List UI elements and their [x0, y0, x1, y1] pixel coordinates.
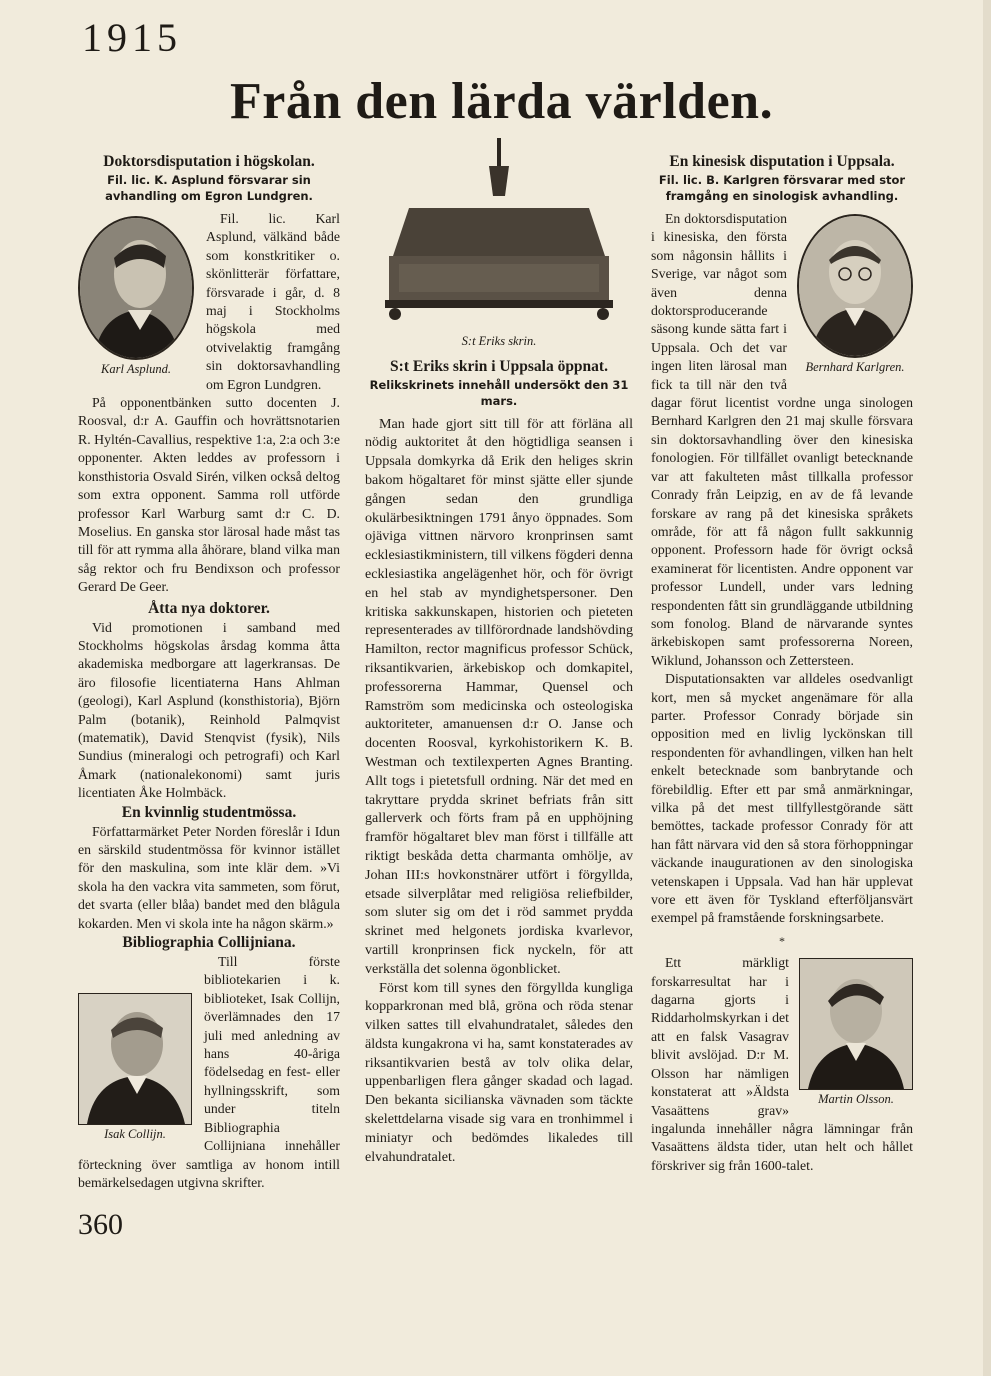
paragraph: En doktorsdisputation i kinesiska, den första som någonsin hållits i Sverige, var något som även denna doktorsproducerande säsong kunde sätta fart i Uppsala. Och det var ingen liten lärosal man fick ta till när den två dagar förut licentist vordne unga sinologen Bernhard Karlgren den 21 maj skulle försvara sin doktorsavhandling över den kinesiska fonologien. För tillfället ovanligt betecknande var att fakulteten måst tillkalla professor Conrady från Leipzig, en av de få levande forskare av rang på det kinesiska språkets område, för att få någon fullt sakkunnig opponent. Professorn hade för övrigt också examinerat för licentisten. Andre opponent var professor Lundell, under vars ledning respondenten fått sin grundläggande utbildning som fonolog. Bland de närvarande syntes ärkebiskopen samt professorerna Noreen, Wiklund, Johansson och Zettersteen. — [651, 211, 913, 668]
subheading-asplund: Fil. lic. K. Asplund försvarar sin avhandling om Egron Lundgren. — [105, 173, 313, 203]
paragraph: Först kom till synes den förgyllda kungliga kopparkronan med blå, gröna och röda stenar vilken sattes till elvahundratalet, således den äldsta kungakrona vi ha, samt konstaterades av riksantikvarien bestå av tolv olika delar, uppenbarligen flera gånger skadad och lagad. Den bekanta sicilianska vävnaden som täckte skelettdelarna visade sig vara en tronhimmel i miniatyr och bedömdes likaledes till elvahundratalet. — [365, 979, 633, 1165]
shrine-photo — [379, 136, 619, 326]
paragraph: Ett märkligt forskarresultat har i dagarna gjorts i Riddarholmskyrkan i det att en falsk Vasagrav blivit avslöjad. D:r M. Olsson har nämligen konstaterat att »Äldsta Vasaättens grav» ingalunda innehåller några lämningar från Vasaättens äldsta tider, utan helt och hållet förskriver sig från 1600-talet. — [651, 955, 913, 1173]
shrine-figure — [379, 136, 619, 351]
photo-collijn — [79, 994, 191, 1124]
subheading-karlgren: Fil. lic. B. Karlgren försvarar med stor framgång en sinologisk avhandling. — [658, 173, 906, 203]
paragraph: Disputationsakten var alldeles osedvanligt kort, men så mycket angenämare för alla parter. Professor Conrady började sin opposition med en livlig lyckönskan till respondenten för avhandlingen, vilken han helt enkelt betecknade som banbrytande och förebildlig. Efter ett par små anmärkningar, vilka på det mest tillfyllestgörande sätt bemöttes, tackade professor Conrady för att han fått närvara vid den så stora förhoppningar väckande inaugurationen av den sinologiska vetenskapen i Uppsala. Vad han här upplevat vore ett även för Tyskland efterföljansvärt exempel på framstående forskningsarbete. — [651, 671, 913, 926]
heading-studentmossa: En kvinnlig studentmössa. — [121, 803, 297, 821]
caption-collijn: Isak Collijn. — [104, 1127, 166, 1142]
subheading-eriks-skrin: Relikskrinets innehåll undersökt den 31 mars. — [369, 377, 629, 408]
caption-asplund: Karl Asplund. — [101, 362, 171, 376]
paragraph: Till förste bibliotekarien i k. biblioteket, Isak Collijn, överlämnades den 17 juli med anledning av hans 40-åriga födelsedag en fest- eller hyllningsskrift, som under titeln Bibliographia Collijniana innehåller förteckning över samtliga av honom intill bemärkelsedagen utgivna skrifter. — [78, 954, 340, 1190]
paragraph: Vid promotionen i samband med Stockholms högskolas årsdag komma åtta akademiska medborgare att lagerkransas. De äro filosofie licentiaterna Hans Ahlman (geologi), Karl Asplund (konsthistoria), Björn Palm (botanik), Reinhold Palmqvist (matematik), David Stenqvist (fysik), Nils Sundius (mineralogi och petrografi) och Karl Åmark (nationalekonomi) samt juris licentiaten Åke Holmbäck. — [78, 619, 340, 801]
column-right — [651, 152, 913, 1175]
heading-doktorer: Åtta nya doktorer. — [148, 599, 270, 617]
section-divider: * — [779, 933, 785, 948]
photo-karlgren — [799, 216, 911, 356]
portrait-karlgren — [797, 214, 913, 376]
heading-eriks-skrin: S:t Eriks skrin i Uppsala öppnat. — [390, 357, 608, 375]
heading-karlgren: En kinesisk disputation i Uppsala. — [669, 153, 895, 170]
paragraph: På opponentbänken sutto docenten J. Roosval, d:r A. Gauffin och hovrättsnotarien R. Hyltén-Cavallius, respektive 1:a, 2:a och 3:e opponenter. Akten leddes av professorn i konsthistoria Osvald Sirén, vilken också deltog som extra opponent. Samma roll utförde professor Karl Warburg samt d:r C. D. Moselius. En ganska stor lärosal hade måst tas till för att rymma alla åhörare, bland vilka man såg rektor och fru Bendixson och professor Gerard De Geer. — [78, 395, 340, 595]
portrait-olsson — [799, 958, 913, 1108]
column-middle — [365, 136, 633, 1166]
caption-olsson: Martin Olsson. — [818, 1092, 894, 1107]
photo-asplund — [80, 218, 192, 358]
heading-asplund: Doktorsdisputation i högskolan. — [103, 153, 315, 170]
paragraph: Fil. lic. Karl Asplund, välkänd både som konstkritiker o. skönlitterär författare, försvarade i går, d. 8 maj i Stockholms högskola med otvivelaktig framgång sin doktorsavhandling om Egron Lundgren. — [206, 211, 340, 392]
caption-shrine: S:t Eriks skrin. — [461, 333, 537, 348]
paragraph: Man hade gjort sitt till för att förläna all nödig auktoritet åt den högtidliga seansen i Uppsala domkyrka då Erik den heliges skrin bakom högaltaret för minst sjätte eller sjunde gången sedan den grundliga okulärbesiktningen 1791 ånyo öppnades. Som ojäviga vittnen närvoro kronprinsen samt ecklesiastikministern, till vilkens fögderi denna ecklesiastika angelägenhet hör, och för övrigt en hel stab av myndighetspersoner. Den kritiska sakkunskapen, historien och pieteten representerades av tillförordnade landshövding Hamilton, rector magnificus professor Schück, riksantikvarien, ärkebiskop och domkapitel, professorerna Hammar, Quensel och Ramström som medicinska och osteologiska auktoriteter, amanuensen d:r O. Janse och docenten Roosval, kyrkohistorikern K. B. Westman och textilexperten Agnes Branting. Allt togs i pietetsfull ordning. När det med en takryttare prydda skrinet befriats från sitt gallerverk och förts fram på en upphöjning framför högaltaret blev man först i tillfälle att riktigt beskåda detta charmanta omhölje, av Johan III:s hovkonstnärer utfört i förgyllda, etsade silverplåtar med religiösa reliefbilder, som sluter sig om det i röd sammet prydda skrinet med helgonets jordiska kvarlevor, vartill kronprinsen fick nyckeln, för att verkställa det solenna ögonblicket. — [365, 415, 633, 977]
year-header: 1915 — [82, 15, 182, 60]
column-left — [78, 152, 340, 1192]
page-title: Från den lärda världen. — [230, 73, 774, 130]
caption-karlgren: Bernhard Karlgren. — [805, 360, 905, 374]
portrait-asplund — [78, 216, 194, 378]
heading-collijniana: Bibliographia Collijniana. — [122, 934, 296, 952]
portrait-collijn — [78, 993, 192, 1143]
page-edge — [983, 0, 991, 1376]
page-number: 360 — [78, 1208, 123, 1241]
photo-olsson — [800, 959, 912, 1089]
paragraph: Författarmärket Peter Norden föreslår i Idun en särskild studentmössa för kvinnor istället för den maskulina, som inte klär dem. »Vi skola ha den vackra vita sammeten, som förut, det svarta (eller blåa) bandet med den blågula kokarden. Men vi skola inte ha någon skärm.» — [78, 823, 340, 931]
